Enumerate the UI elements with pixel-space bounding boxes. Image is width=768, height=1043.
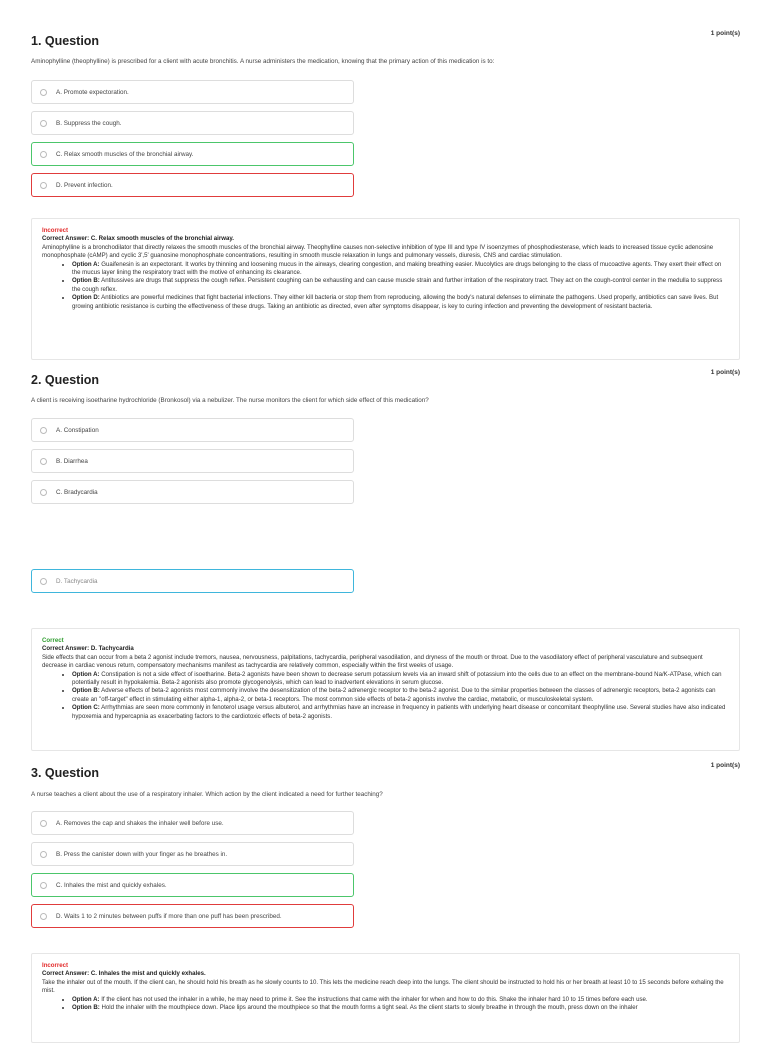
correct-answer: Correct Answer: C. Inhales the mist and quickly exhales. [42, 970, 206, 978]
explanation-box [31, 628, 740, 751]
option-notes [42, 996, 729, 1013]
radio-icon [40, 427, 47, 434]
option-b[interactable] [31, 111, 354, 135]
option-label: A. Removes the cap and shakes the inhaler well before use. [56, 819, 224, 827]
question-title: 1. Question [31, 34, 100, 48]
radio-icon [40, 120, 47, 127]
radio-icon [40, 489, 47, 496]
option-note: • Option B: Adverse effects of beta-2 agonists most commonly involve the desensitization of the beta-2 adrenergic receptor to the beta-2 agonist. Due to the similar properties between the classes of adrenergic receptors, beta-2 agonists can create an "off-target" effect in stimulating either alpha-1, alpha-2, or beta-1 receptors. The most common side effects of beta-2 agonists involve the cardiac, metabolic, or musculoskeletal system. [72, 687, 729, 704]
points-label: 1 point(s) [710, 762, 740, 769]
option-c[interactable] [31, 873, 354, 897]
radio-icon [40, 182, 47, 189]
option-c[interactable] [31, 480, 354, 504]
question-text: Aminophylline (theophylline) is prescribed for a client with acute bronchitis. A nurse administers the medication, knowing that the primary action of this medication is to: [31, 58, 495, 65]
option-b[interactable] [31, 842, 354, 866]
option-label: C. Inhales the mist and quickly exhales. [56, 881, 167, 889]
option-note: • Option A: Constipation is not a side effect of isoetharine. Beta-2 agonists have been shown to decrease serum potassium levels via an inward shift of potassium into the cells due to an effect on the membrane-bound Na/K-ATPase, which can potentially result in hypokalemia. Beta-2 agonists also promote glycogenolysis, which can lead to inadvertent elevations in serum glucose. [72, 671, 729, 688]
option-notes [42, 671, 729, 721]
option-c[interactable] [31, 142, 354, 166]
option-d[interactable] [31, 173, 354, 197]
option-note: • Option A: Guaifenesin is an expectorant. It works by thinning and loosening mucus in the airways, clearing congestion, and making breathing easier. Mucolytics are drugs belonging to the class of mucoactive agents. They exert their effect on the mucus layer lining the respiratory tract with the motive of enhancing its clearance. [72, 261, 729, 278]
option-d[interactable] [31, 904, 354, 928]
option-label: A. Constipation [56, 426, 99, 434]
option-label: D. Prevent infection. [56, 181, 113, 189]
option-notes [42, 261, 729, 311]
radio-icon [40, 820, 47, 827]
option-label: A. Promote expectoration. [56, 88, 129, 96]
radio-icon [40, 882, 47, 889]
option-note: • Option D: Antibiotics are powerful medicines that fight bacterial infections. They either kill bacteria or stop them from reproducing, allowing the body's natural defenses to eliminate the pathogens. Used properly, antibiotics can save lives. But growing antibiotic resistance is curbing the effectiveness of these drugs. Taking an antibiotic as directed, even after symptoms disappear, is key to curing infection and preventing the development of resistant bacteria. [72, 294, 729, 311]
question-text: A nurse teaches a client about the use of a respiratory inhaler. Which action by the client indicated a need for further teaching? [31, 791, 383, 798]
points-label: 1 point(s) [710, 369, 740, 376]
radio-icon [40, 851, 47, 858]
option-label: D. Waits 1 to 2 minutes between puffs if more than one puff has been prescribed. [56, 912, 282, 920]
option-a[interactable] [31, 811, 354, 835]
option-note: • Option B: Antitussives are drugs that suppress the cough reflex. Persistent coughing can be exhausting and can cause muscle strain and further irritation of the respiratory tract. They act on the cough-control center in the medulla to suppress the cough reflex. [72, 277, 729, 294]
radio-icon [40, 913, 47, 920]
question-title: 2. Question [31, 373, 100, 387]
option-label: B. Press the canister down with your finger as he breathes in. [56, 850, 228, 858]
result-status: Incorrect [42, 227, 69, 234]
option-label: C. Relax smooth muscles of the bronchial airway. [56, 150, 194, 158]
question-text: A client is receiving isoetharine hydrochloride (Bronkosol) via a nebulizer. The nurse monitors the client for which side effect of this medication? [31, 397, 429, 404]
option-a[interactable] [31, 418, 354, 442]
radio-icon [40, 89, 47, 96]
explanation-box [31, 218, 740, 360]
correct-answer: Correct Answer: D. Tachycardia [42, 645, 134, 653]
radio-icon [40, 151, 47, 158]
result-status: Correct [42, 637, 64, 644]
correct-answer: Correct Answer: C. Relax smooth muscles of the bronchial airway. [42, 235, 235, 243]
explanation-text: Take the inhaler out of the mouth. If the client can, he should hold his breath as he slowly counts to 10. This lets the medicine reach deep into the lungs. The client should be instructed to hold his or her breath at least 10 to 15 seconds before exhaling the mist. [42, 978, 724, 995]
result-status: Incorrect [42, 962, 69, 969]
option-note: • Option A: If the client has not used the inhaler in a while, he may need to prime it. See the instructions that came with the inhaler for when and how to do this. Shake the inhaler hard 10 to 15 times before each use. [72, 996, 729, 1004]
radio-icon [40, 458, 47, 465]
option-label: D. Tachycardia [56, 577, 98, 585]
option-label: C. Bradycardia [56, 488, 98, 496]
option-b[interactable] [31, 449, 354, 473]
option-label: B. Diarrhea [56, 457, 88, 465]
radio-icon [40, 578, 47, 585]
option-note: • Option C: Arrhythmias are seen more commonly in fenoterol usage versus albuterol, and arrhythmias have an increase in frequency in patients with underlying heart disease or concomitant theophylline use. Several studies have also indicated hypoxemia and hypercapnia as exacerbating factors to the cardiotoxic effects of beta-2 agonists. [72, 704, 729, 721]
points-label: 1 point(s) [710, 30, 740, 37]
option-label: B. Suppress the cough. [56, 119, 122, 127]
explanation-box [31, 953, 740, 1043]
option-a[interactable] [31, 80, 354, 104]
question-title: 3. Question [31, 766, 100, 780]
option-d[interactable] [31, 569, 354, 593]
explanation-text: Aminophylline is a bronchodilator that directly relaxes the smooth muscles of the bronchial airway. Theophylline causes non-selective inhibition of type III and type IV isoenzymes of phosphodiesterase, which leads to increased tissue cyclic adenosine monophosphate (cAMP) and cyclic 3',5' guanosine monophosphate concentrations, resulting in smooth muscle relaxation in lungs and pulmonary vessels, diuresis, CNS and cardiac stimulation. [42, 243, 714, 260]
explanation-text: Side effects that can occur from a beta 2 agonist include tremors, nausea, nervousness, palpitations, tachycardia, peripheral vasodilation, and dryness of the mouth or throat. Due to the vasodilatory effect of peripheral vasculature and subsequent decrease in cardiac venous return, compensatory mechanisms manifest as tachycardia are relatively common, especially within the first weeks of usage. [42, 653, 703, 670]
option-note: • Option B: Hold the inhaler with the mouthpiece down. Place lips around the mouthpiece so that the mouth forms a tight seal. As the client starts to slowly breathe in through the mouth, press down on the inhaler [72, 1004, 729, 1012]
